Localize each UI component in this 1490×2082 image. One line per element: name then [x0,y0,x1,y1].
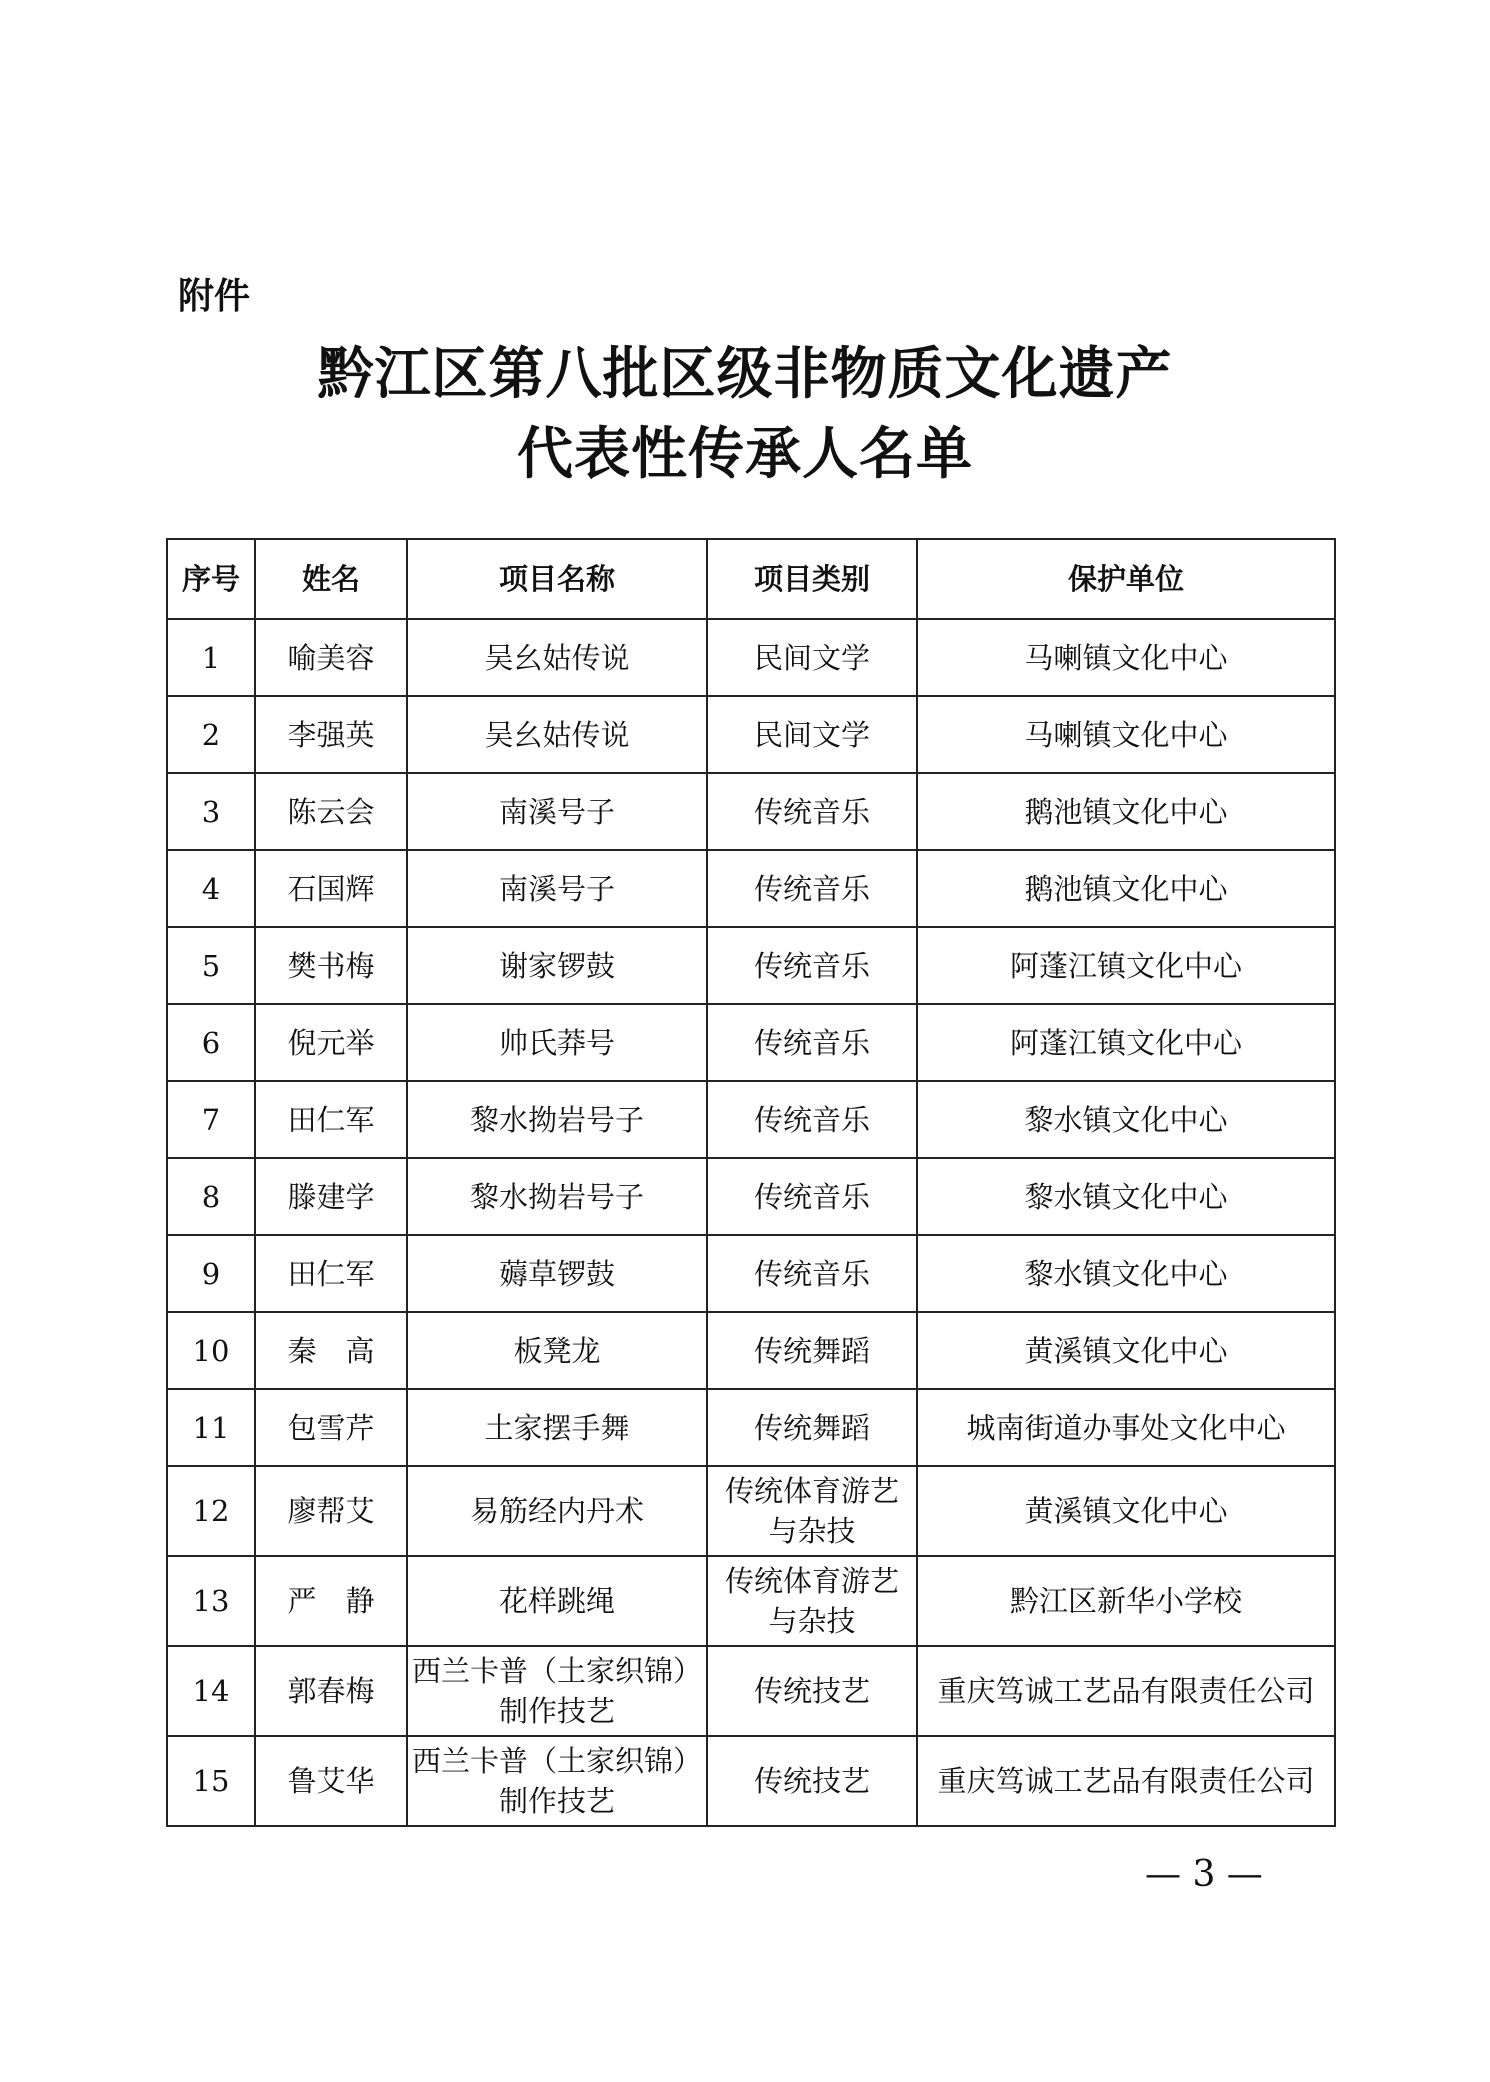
cell-name: 田仁军 [255,1235,407,1312]
table-row [167,1556,1335,1646]
cell-unit: 黎水镇文化中心 [917,1081,1335,1158]
cell-unit: 黄溪镇文化中心 [917,1466,1335,1556]
cell-category: 传统音乐 [707,1158,917,1235]
table-row [167,927,1335,1004]
table-body [167,619,1335,1826]
cell-unit: 黎水镇文化中心 [917,1158,1335,1235]
cell-category: 传统音乐 [707,1235,917,1312]
table-header-row [167,539,1335,619]
cell-name: 鲁艾华 [255,1736,407,1826]
cell-name: 田仁军 [255,1081,407,1158]
cell-unit: 马喇镇文化中心 [917,619,1335,696]
cell-category: 传统音乐 [707,850,917,927]
cell-category: 传统技艺 [707,1736,917,1826]
table-row [167,696,1335,773]
cell-no: 14 [167,1646,255,1736]
cell-unit: 城南街道办事处文化中心 [917,1389,1335,1466]
cell-name: 严 静 [255,1556,407,1646]
cell-project: 谢家锣鼓 [407,927,707,1004]
cell-unit: 鹅池镇文化中心 [917,773,1335,850]
cell-unit: 阿蓬江镇文化中心 [917,927,1335,1004]
cell-category: 民间文学 [707,619,917,696]
cell-name: 郭春梅 [255,1646,407,1736]
cell-category: 传统技艺 [707,1646,917,1736]
cell-name: 滕建学 [255,1158,407,1235]
cell-project: 帅氏莽号 [407,1004,707,1081]
inheritors-table [166,538,1336,1827]
cell-project: 花样跳绳 [407,1556,707,1646]
cell-project: 西兰卡普（土家织锦）制作技艺 [407,1736,707,1826]
cell-no: 6 [167,1004,255,1081]
cell-project: 吴幺姑传说 [407,696,707,773]
cell-category: 传统舞蹈 [707,1312,917,1389]
cell-project: 黎水拗岩号子 [407,1081,707,1158]
table-row [167,619,1335,696]
table-row [167,1235,1335,1312]
cell-no: 15 [167,1736,255,1826]
cell-unit: 马喇镇文化中心 [917,696,1335,773]
table-row [167,1736,1335,1826]
cell-category: 传统音乐 [707,1081,917,1158]
cell-category: 传统音乐 [707,927,917,1004]
cell-unit: 黎水镇文化中心 [917,1235,1335,1312]
cell-unit: 黄溪镇文化中心 [917,1312,1335,1389]
table-row [167,1389,1335,1466]
cell-no: 5 [167,927,255,1004]
cell-project: 黎水拗岩号子 [407,1158,707,1235]
cell-no: 2 [167,696,255,773]
cell-name: 倪元举 [255,1004,407,1081]
cell-name: 樊书梅 [255,927,407,1004]
cell-no: 3 [167,773,255,850]
attachment-label: 附件 [178,276,251,317]
cell-project: 南溪号子 [407,850,707,927]
header-project: 项目名称 [407,539,707,619]
document-title-line1: 黔江区第八批区级非物质文化遗产 [317,342,1173,407]
header-unit: 保护单位 [917,539,1335,619]
cell-unit: 阿蓬江镇文化中心 [917,1004,1335,1081]
cell-no: 10 [167,1312,255,1389]
cell-no: 1 [167,619,255,696]
cell-project: 吴幺姑传说 [407,619,707,696]
cell-category: 传统体育游艺与杂技 [707,1466,917,1556]
cell-category: 民间文学 [707,696,917,773]
header-name: 姓名 [255,539,407,619]
table-row [167,850,1335,927]
cell-category: 传统音乐 [707,1004,917,1081]
cell-name: 喻美容 [255,619,407,696]
table-row [167,1081,1335,1158]
table-row [167,1646,1335,1736]
header-no: 序号 [167,539,255,619]
cell-no: 7 [167,1081,255,1158]
cell-no: 12 [167,1466,255,1556]
cell-project: 西兰卡普（土家织锦）制作技艺 [407,1646,707,1736]
cell-name: 廖帮艾 [255,1466,407,1556]
cell-no: 4 [167,850,255,927]
cell-unit: 鹅池镇文化中心 [917,850,1335,927]
cell-project: 土家摆手舞 [407,1389,707,1466]
table-row [167,1004,1335,1081]
cell-name: 秦 高 [255,1312,407,1389]
cell-project: 南溪号子 [407,773,707,850]
cell-project: 板凳龙 [407,1312,707,1389]
cell-no: 13 [167,1556,255,1646]
table-row [167,773,1335,850]
cell-category: 传统体育游艺与杂技 [707,1556,917,1646]
cell-category: 传统音乐 [707,773,917,850]
cell-project: 易筋经内丹术 [407,1466,707,1556]
cell-project: 薅草锣鼓 [407,1235,707,1312]
table-row [167,1466,1335,1556]
cell-no: 11 [167,1389,255,1466]
document-title-line2: 代表性传承人名单 [517,422,973,487]
table-row [167,1158,1335,1235]
cell-no: 9 [167,1235,255,1312]
header-category: 项目类别 [707,539,917,619]
cell-no: 8 [167,1158,255,1235]
cell-name: 石国辉 [255,850,407,927]
cell-name: 陈云会 [255,773,407,850]
cell-category: 传统舞蹈 [707,1389,917,1466]
cell-unit: 黔江区新华小学校 [917,1556,1335,1646]
page-number: — 3 — [1145,1854,1263,1895]
table-row [167,1312,1335,1389]
cell-unit: 重庆笃诚工艺品有限责任公司 [917,1736,1335,1826]
cell-name: 李强英 [255,696,407,773]
cell-unit: 重庆笃诚工艺品有限责任公司 [917,1646,1335,1736]
cell-name: 包雪芹 [255,1389,407,1466]
